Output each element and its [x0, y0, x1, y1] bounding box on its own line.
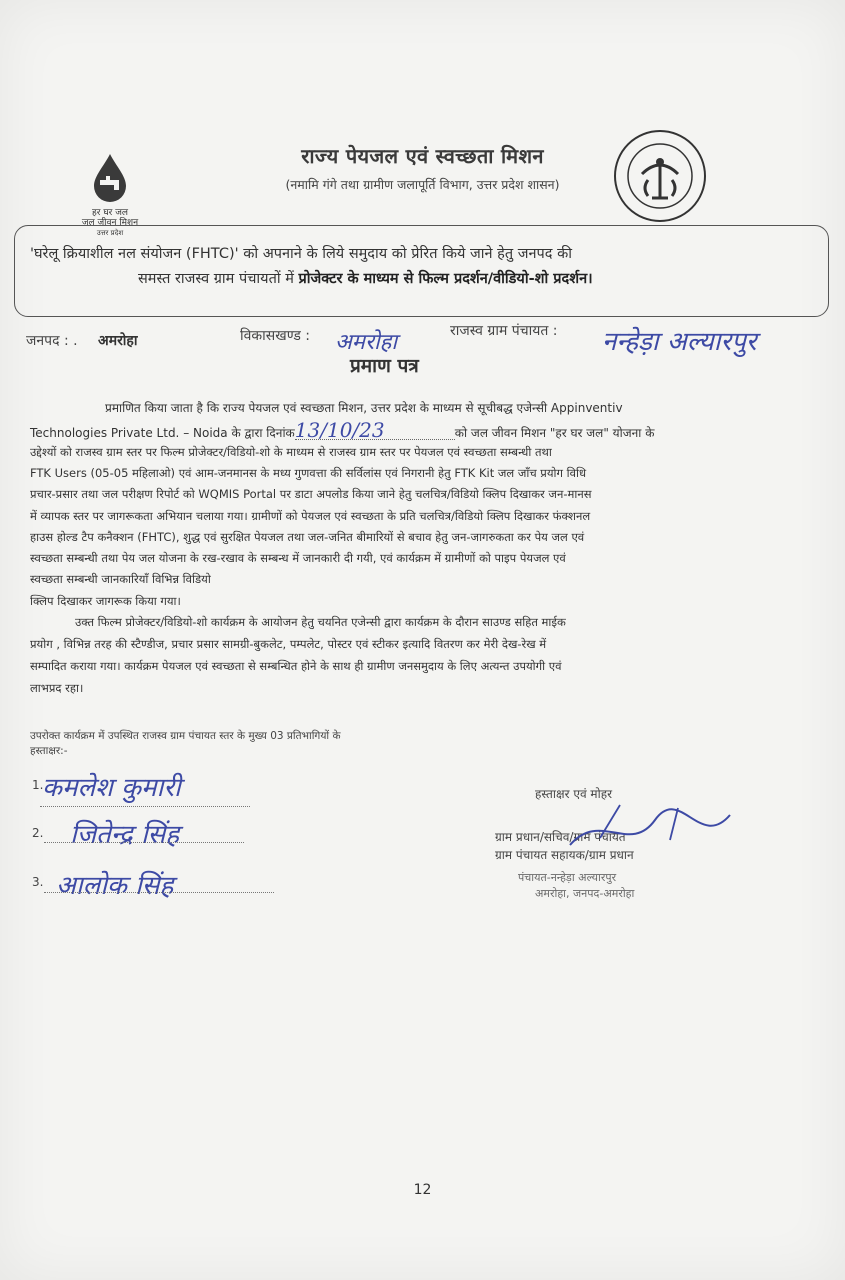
attendee-2-signature: जितेन्द्र सिंह	[70, 820, 180, 850]
banner-line-2	[138, 268, 778, 288]
para2-line1: उक्त फिल्म प्रोजेक्टर/विडियो-शो कार्यक्रम के आयोजन हेतु चयनित एजेन्सी द्वारा कार्यक्रम के दौरान साउण्ड सहित माईक	[75, 615, 566, 629]
para1-line6: में व्यापक स्तर पर जागरूकता अभियान चलाया गया। ग्रामीणों को पेयजल एवं स्वच्छता के प्रति चलचित्र/विडियो क्लिप दिखाकर फंक्शनल	[30, 509, 591, 523]
attendees-intro-line2: हस्ताक्षर:-	[30, 745, 68, 757]
mission-title: राज्य पेयजल एवं स्वच्छता मिशन	[301, 144, 544, 168]
logo-caption-1: हर घर जल	[92, 208, 128, 218]
para1-line2-start: Technologies Private Ltd. – Noida के द्वारा दिनांक	[30, 426, 295, 440]
para1-line8: स्वच्छता सम्बन्धी तथा पेय जल योजना के रख-रखाव के सम्बन्ध में जानकारी दी गयी, एवं कार्यक्रम में ग्रामीणों को पाइप पेयजल एवं	[30, 551, 566, 565]
logo-caption-2: जल जीवन मिशन	[81, 218, 139, 228]
logo-caption-3: उत्तर प्रदेश	[96, 229, 124, 237]
attendee-3-number: 3.	[32, 875, 44, 889]
signature-seal-label: हस्ताक्षर एवं मोहर	[535, 787, 613, 801]
para1-line5: प्रचार-प्रसार तथा जल परीक्षण रिपोर्ट को WQMIS Portal पर डाटा अपलोड किया जाने हेतु चलचित्र/विडियो क्लिप दिखाकर जन-मानस	[30, 487, 592, 501]
panchayat-label: राजस्व ग्राम पंचायत :	[450, 323, 558, 339]
banner-line-2-bold: प्रोजेक्टर के माध्यम से फिल्म प्रदर्शन/वीडियो-शो प्रदर्शन।	[298, 271, 593, 287]
attendee-1-line	[40, 806, 250, 807]
para1-line1: प्रमाणित किया जाता है कि राज्य पेयजल एवं स्वच्छता मिशन, उत्तर प्रदेश के माध्यम से सूचीबद्ध एजेन्सी Appinventiv	[105, 401, 623, 415]
attendee-3-line	[44, 892, 274, 893]
block-value-handwritten: अमरोहा	[335, 330, 398, 355]
banner-line-1: 'घरेलू क्रियाशील नल संयोजन (FHTC)' को अपनाने के लिये समुदाय को प्रेरित किये जाने हेतु जनपद की	[30, 246, 572, 262]
para2-line3: सम्पादित कराया गया। कार्यक्रम पेयजल एवं स्वच्छता से सम्बन्धित होने के साथ ही ग्रामीण जनसमुदाय के लिए अत्यन्त उपयोगी एवं	[30, 659, 562, 673]
para1-line7: हाउस होल्ड टैप कनैक्शन (FHTC), शुद्ध एवं सुरक्षित पेयजल तथा जल-जनित बीमारियों से बचाव हेतु जन-जागरुकता कर पेय जल एवं	[30, 530, 585, 544]
attendee-1-number: 1.	[32, 778, 44, 792]
attendee-2-number: 2.	[32, 826, 44, 840]
district-value: अमरोहा	[98, 333, 138, 349]
attendee-2-line	[44, 842, 244, 843]
para1-line3: उद्देश्यों को राजस्व ग्राम स्तर पर फिल्म प्रोजेक्टर/विडियो-शो के माध्यम से राजस्व ग्राम स्तर पर पेयजल एवं स्वच्छता सम्बन्धी तथा	[30, 445, 552, 459]
program-date-handwritten: 13/10/23	[295, 421, 455, 440]
para1-line9: स्वच्छता सम्बन्धी जानकारियाँ विभिन्न विडियो	[30, 572, 211, 586]
pradhan-signature-scribble	[560, 800, 740, 860]
signatory-designation: ग्राम प्रधान/सचिव/ग्राम पंचायत	[495, 830, 626, 844]
certificate-title: प्रमाण पत्र	[350, 355, 419, 377]
district-label: जनपद : .	[26, 333, 78, 349]
para1-line2	[30, 418, 800, 444]
para1-line10: क्लिप दिखाकर जागरूक किया गया।	[30, 594, 181, 608]
banner-line-2-plain: समस्त राजस्व ग्राम पंचायतों में	[138, 271, 299, 287]
signatory-designation-2: ग्राम पंचायत सहायक/ग्राम प्रधान	[495, 848, 634, 862]
para1-line4: FTK Users (05-05 महिलाओ) एवं आम-जनमानस के मध्य गुणवत्ता की सर्विलांस एवं निगरानी हेतु FTK Kit जल जाँच प्रयोग विधि	[30, 466, 587, 480]
para1-line2-end: को जल जीवन मिशन "हर घर जल" योजना के	[454, 426, 655, 440]
stamp-line-1: पंचायत-नन्हेड़ा अल्यारपुर	[518, 871, 617, 884]
up-government-seal	[612, 128, 708, 224]
panchayat-value-handwritten: नन्हेड़ा अल्यारपुर	[602, 327, 757, 357]
page-number: 12	[413, 1182, 432, 1198]
para2-line4: लाभप्रद रहा।	[30, 681, 84, 695]
up-emblem-icon	[612, 128, 708, 224]
attendee-1-signature: कमलेश कुमारी	[42, 773, 181, 803]
attendee-3-signature: आलोक सिंह	[56, 871, 174, 901]
attendees-intro-line1: उपरोक्त कार्यक्रम में उपस्थित राजस्व ग्राम पंचायत स्तर के मुख्य 03 प्रतिभागियों के	[30, 730, 341, 742]
block-label: विकासखण्ड :	[240, 328, 311, 344]
mission-subtitle: (नमामि गंगे तथा ग्रामीण जलापूर्ति विभाग, उत्तर प्रदेश शासन)	[285, 177, 560, 192]
stamp-line-2: अमरोहा, जनपद-अमरोहा	[535, 887, 635, 900]
para2-line2: प्रयोग , विभिन्न तरह की स्टैण्डीज, प्रचार प्रसार सामग्री-बुकलेट, पम्पलेट, पोस्टर एवं स्टीकर इत्यादि वितरण कर मेरी देख-रेख में	[30, 637, 547, 651]
